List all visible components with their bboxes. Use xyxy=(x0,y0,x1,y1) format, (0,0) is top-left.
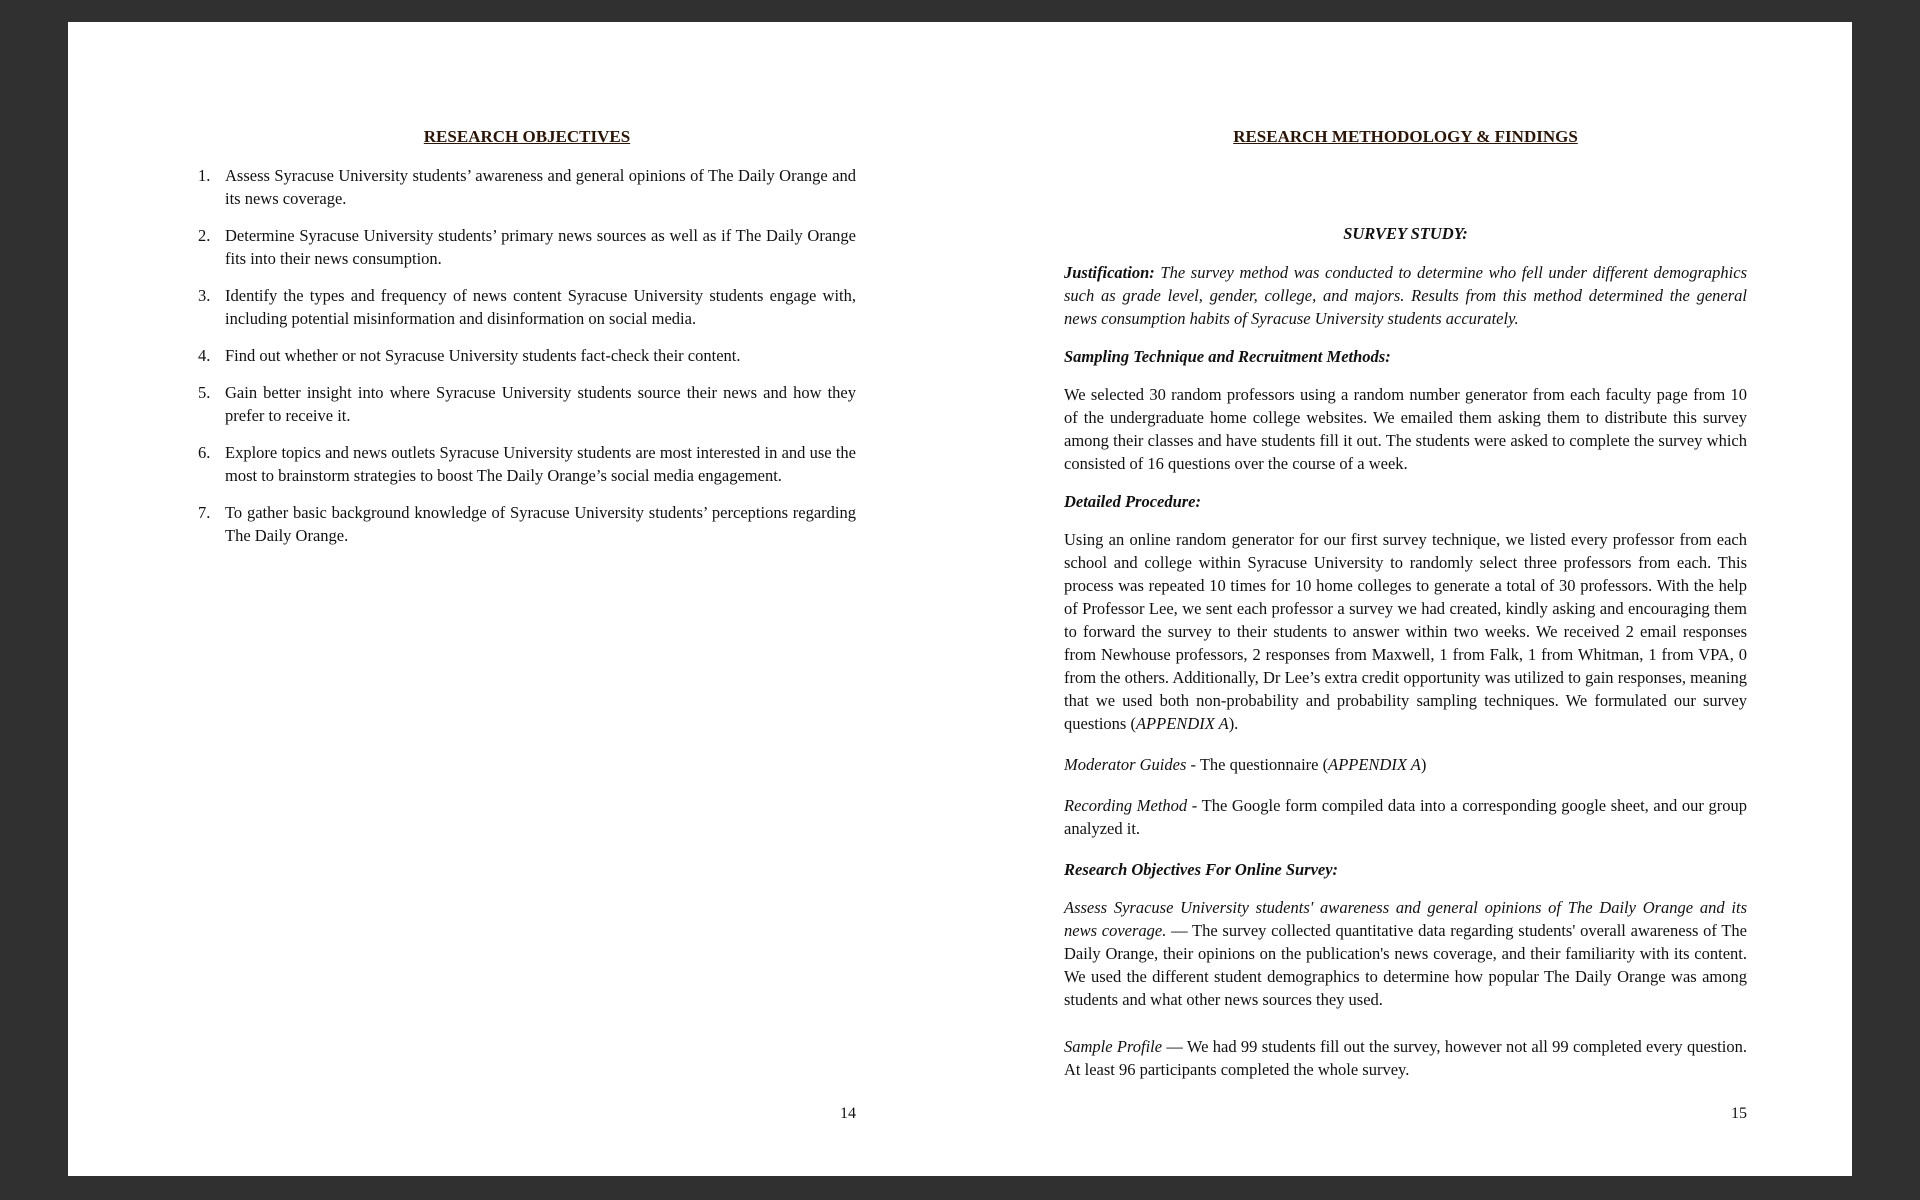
right-page xyxy=(1064,22,1747,1176)
procedure-text: Using an online random generator for our first survey technique, we listed every professor from each school and college within Syracuse University to randomly select three professors from each. This process was repeated 10 times for 10 home colleges to generate a total of 30 professors. With the help of Professor Lee, we sent each professor a survey we had created, kindly asking and encouraging them to forward the survey to their students to answer within two weeks. We received 2 email responses from Newhouse professors, 2 responses from Maxwell, 1 from Falk, 1 from Whitman, 1 from VPA, 0 from the others. Additionally, Dr Lee’s extra credit opportunity was utilized to gain responses, meaning that we used both non-probability and probability sampling techniques. We formulated our survey questions ( xyxy=(1064,530,1747,733)
objective-text: Explore topics and news outlets Syracuse University students are most interested in and use the most to brainstorm strategies to boost The Daily Orange’s social media engagement. xyxy=(225,443,856,485)
objective-number: 6. xyxy=(198,443,211,462)
objective-text: Gain better insight into where Syracuse University students source their news and how they prefer to receive it. xyxy=(225,383,856,425)
sampling-label: Sampling Technique and Recruitment Methods: xyxy=(1064,347,1391,366)
objective-text: Identify the types and frequency of news content Syracuse University students engage with, including potential misinformation and disinformation on social media. xyxy=(225,286,856,328)
objective-number: 2. xyxy=(198,226,211,245)
objective-item xyxy=(198,441,856,487)
online-survey-objectives-label: Research Objectives For Online Survey: xyxy=(1064,860,1339,879)
objective-item xyxy=(198,344,856,367)
objective-text: Determine Syracuse University students’ primary news sources as well as if The Daily Orange fits into their news consumption. xyxy=(225,226,856,268)
objective-number: 5. xyxy=(198,383,211,402)
procedure-label: Detailed Procedure: xyxy=(1064,492,1202,511)
procedure-appendix-ref: APPENDIX A xyxy=(1135,714,1229,733)
procedure-paragraph xyxy=(1064,528,1747,735)
justification-paragraph xyxy=(1064,261,1747,330)
objective-item xyxy=(198,164,856,210)
assess-label: Assess Syracuse University students' awareness and general opinions of The Daily Orange and its news coverage. xyxy=(1064,898,1747,940)
page-number: 14 xyxy=(840,1105,856,1122)
moderator-text: - The questionnaire ( xyxy=(1186,755,1329,774)
objective-text: Assess Syracuse University students’ awareness and general opinions of The Daily Orange and its news coverage. xyxy=(225,166,856,208)
objective-item xyxy=(198,381,856,427)
moderator-label: Moderator Guides xyxy=(1064,755,1187,774)
justification-text: The survey method was conducted to determine who fell under different demographics such as grade level, gender, college, and majors. Results from this method determined the general news consumption habits of Syracuse University students accurately. xyxy=(1064,263,1747,328)
objective-number: 3. xyxy=(198,286,211,305)
objective-item xyxy=(198,224,856,270)
objective-item xyxy=(198,284,856,330)
assess-text: — The survey collected quantitative data regarding students' overall awareness of The Daily Orange, their opinions on the publication's news coverage, and their familiarity with its content. We used the different student demographics to determine how popular The Daily Orange was among students and what other news sources they used. xyxy=(1064,921,1748,1009)
sample-profile-label: Sample Profile xyxy=(1064,1037,1163,1056)
sample-profile-text: — We had 99 students fill out the survey, however not all 99 completed every question. At least 96 participants completed the whole survey. xyxy=(1064,1037,1747,1079)
moderator-appendix-ref: APPENDIX A xyxy=(1328,755,1421,774)
document-spread xyxy=(68,22,1852,1176)
recording-label: Recording Method xyxy=(1064,796,1188,815)
page-number: 15 xyxy=(1731,1105,1747,1122)
moderator-guides-paragraph xyxy=(1064,753,1747,776)
methodology-heading: RESEARCH METHODOLOGY & FINDINGS xyxy=(1233,127,1578,146)
sampling-paragraph: We selected 30 random professors using a random number generator from each faculty page from 10 of the undergraduate home college websites. We emailed them asking them to distribute this survey among their classes and have students fill it out. The students were asked to complete the survey which consisted of 16 questions over the course of a week. xyxy=(1064,385,1747,473)
objective-number: 7. xyxy=(198,503,211,522)
research-objectives-heading: RESEARCH OBJECTIVES xyxy=(423,127,631,146)
objective-text: To gather basic background knowledge of Syracuse University students’ perceptions regarding The Daily Orange. xyxy=(225,503,856,545)
recording-method-paragraph xyxy=(1064,794,1747,840)
survey-study-title: SURVEY STUDY: xyxy=(1343,224,1468,243)
objective-number: 1. xyxy=(198,166,211,185)
assess-paragraph xyxy=(1064,896,1747,1011)
sample-profile-paragraph xyxy=(1064,1035,1747,1081)
procedure-end: ). xyxy=(1228,714,1239,733)
objective-text: Find out whether or not Syracuse University students fact-check their content. xyxy=(225,346,741,365)
objective-item xyxy=(198,501,856,547)
objectives-list xyxy=(198,164,856,561)
moderator-end: ) xyxy=(1420,755,1427,774)
justification-label: Justification: xyxy=(1064,263,1155,282)
methodology-body xyxy=(1064,202,1747,1096)
recording-text: - The Google form compiled data into a corresponding google sheet, and our group analyzed it. xyxy=(1064,796,1747,838)
objective-number: 4. xyxy=(198,346,211,365)
left-page xyxy=(198,22,856,1176)
